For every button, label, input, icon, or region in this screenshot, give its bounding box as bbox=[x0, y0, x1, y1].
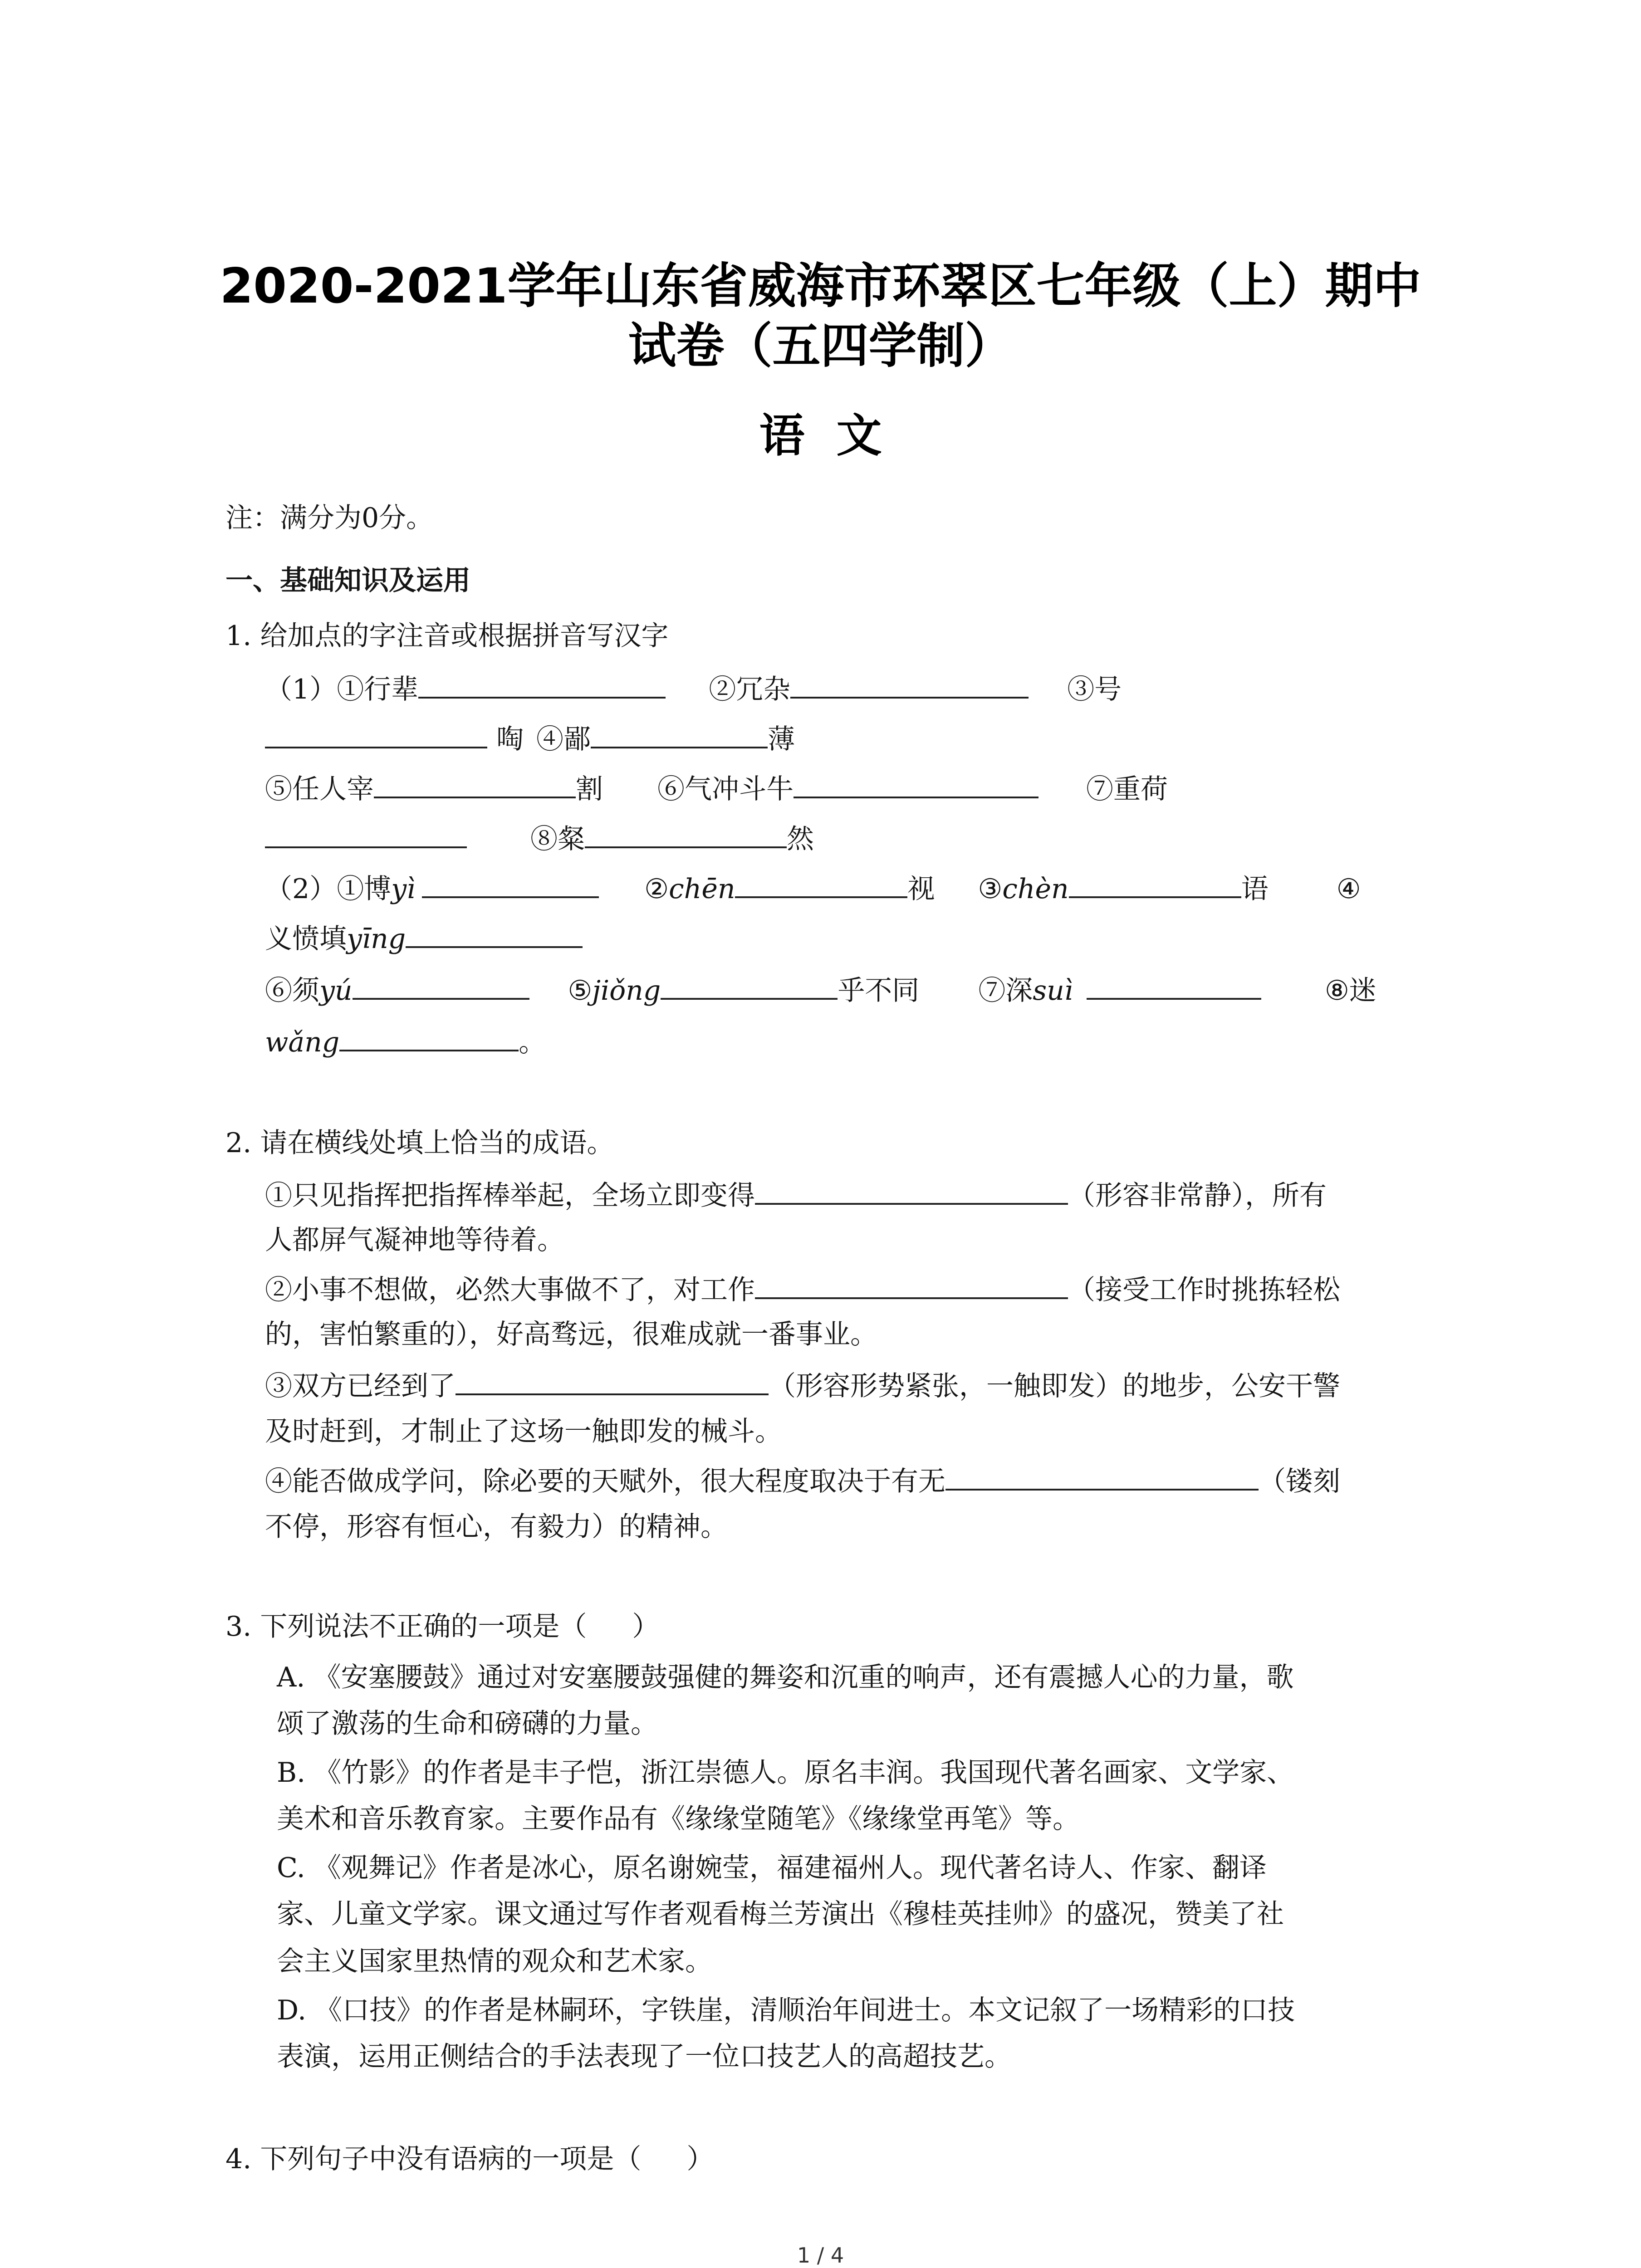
answer-blank[interactable] bbox=[585, 819, 787, 848]
item-text: ⑤ bbox=[568, 975, 593, 1007]
item-text: ⑦深 bbox=[978, 975, 1033, 1007]
item-text: ⑤任人宰 bbox=[265, 773, 374, 805]
item-text: ④鄙 bbox=[536, 723, 591, 755]
answer-blank[interactable] bbox=[755, 1270, 1068, 1299]
answer-blank[interactable] bbox=[1069, 869, 1241, 898]
q2-item3-line2: 及时赶到，才制止了这场一触即发的械斗。 bbox=[265, 1416, 782, 1447]
pinyin-text: chèn bbox=[1002, 873, 1069, 905]
answer-blank[interactable] bbox=[265, 819, 467, 848]
section-heading: 一、基础知识及运用 bbox=[225, 565, 470, 596]
q2-item1-line1 bbox=[265, 1176, 1327, 1214]
option-a-line1: A. 《安塞腰鼓》通过对安塞腰鼓强健的舞姿和沉重的响声，还有震撼人心的力量，歌 bbox=[277, 1662, 1294, 1693]
item-text: （接受工作时挑拣轻松 bbox=[1068, 1274, 1340, 1306]
item-text: 义愤填 bbox=[265, 923, 347, 955]
question-2-stem: 2. 请在横线处填上恰当的成语。 bbox=[225, 1127, 614, 1159]
item-text: （形容非常静），所有 bbox=[1068, 1180, 1327, 1212]
item-text: ①行辈 bbox=[337, 674, 419, 705]
q2-item4-line1 bbox=[265, 1461, 1340, 1500]
item-text: ② bbox=[644, 873, 669, 905]
answer-blank[interactable] bbox=[374, 769, 576, 798]
item-text: 乎不同 bbox=[838, 975, 920, 1007]
part-label: （1） bbox=[265, 674, 337, 705]
item-text: ②冗杂 bbox=[709, 674, 791, 705]
option-c-line3: 会主义国家里热情的观众和艺术家。 bbox=[277, 1945, 712, 1977]
item-text: ④能否做成学问，除必要的天赋外，很大程度取决于有无 bbox=[265, 1466, 945, 1497]
item-text: （形容形势紧张，一触即发）的地步，公安干警 bbox=[769, 1370, 1340, 1402]
q1-part1-line3 bbox=[265, 769, 1168, 807]
title-line-1: 2020-2021学年山东省威海市环翠区七年级（上）期中 bbox=[220, 258, 1421, 314]
item-text: ⑧粲 bbox=[530, 823, 585, 855]
answer-blank[interactable] bbox=[456, 1366, 769, 1395]
q2-item1-line2: 人都屏气凝神地等待着。 bbox=[265, 1224, 564, 1256]
pinyin-text: yú bbox=[319, 975, 353, 1007]
part-label: （2） bbox=[265, 873, 337, 905]
answer-blank[interactable] bbox=[1087, 971, 1261, 1000]
answer-blank[interactable] bbox=[406, 919, 583, 948]
item-text: ⑥气冲斗牛 bbox=[657, 773, 794, 805]
answer-blank[interactable] bbox=[790, 670, 1029, 699]
page-number: 1 / 4 bbox=[797, 2243, 844, 2268]
q2-item2-line2: 的，害怕繁重的），好高骛远，很难成就一番事业。 bbox=[265, 1319, 877, 1350]
answer-blank[interactable] bbox=[591, 719, 768, 748]
q1-part1-line2 bbox=[265, 719, 795, 758]
q2-item2-line1 bbox=[265, 1270, 1340, 1308]
pinyin-text: chēn bbox=[669, 873, 735, 905]
option-d-line1: D. 《口技》的作者是林嗣环，字铁崖，清顺治年间进士。本文记叙了一场精彩的口技 bbox=[277, 1994, 1295, 2026]
item-text: 视 bbox=[907, 873, 935, 905]
answer-blank[interactable] bbox=[755, 1176, 1068, 1205]
title-line-2: 试卷（五四学制） bbox=[628, 318, 1013, 374]
answer-blank[interactable] bbox=[339, 1022, 519, 1051]
q1-part2-line3 bbox=[265, 971, 1376, 1009]
pinyin-text: yīng bbox=[347, 923, 406, 955]
item-text: ③ bbox=[978, 873, 1003, 905]
pinyin-text: jiǒng bbox=[592, 975, 661, 1007]
option-c-line1: C. 《观舞记》作者是冰心，原名谢婉莹，福建福州人。现代著名诗人、作家、翻译 bbox=[277, 1852, 1267, 1884]
question-1-stem: 1. 给加点的字注音或根据拼音写汉字 bbox=[225, 620, 669, 652]
q1-part2-line2 bbox=[265, 919, 583, 957]
q2-item3-line1 bbox=[265, 1366, 1340, 1404]
item-text: 。 bbox=[519, 1026, 546, 1058]
question-4-stem bbox=[225, 2141, 714, 2177]
item-text: ⑧迷 bbox=[1324, 975, 1376, 1007]
q1-part2-line4 bbox=[265, 1022, 546, 1061]
answer-blank[interactable] bbox=[418, 670, 666, 699]
answer-blank[interactable] bbox=[945, 1461, 1259, 1491]
pinyin-text: wǎng bbox=[265, 1026, 340, 1058]
q1-part1-line4 bbox=[265, 819, 814, 857]
answer-blank[interactable] bbox=[422, 869, 599, 898]
pinyin-text: yì bbox=[391, 873, 416, 905]
item-text: 然 bbox=[787, 823, 814, 855]
subject-heading: 语文 bbox=[759, 409, 914, 462]
question-3-stem bbox=[225, 1608, 659, 1645]
item-text: （镂刻 bbox=[1259, 1466, 1340, 1497]
stem-text: ） bbox=[632, 1611, 660, 1642]
stem-text: 4. 下列句子中没有语病的一项是（ bbox=[225, 2143, 642, 2175]
answer-blank[interactable] bbox=[265, 719, 487, 748]
item-text: ⑦重荷 bbox=[1086, 773, 1168, 805]
option-c-line2: 家、儿童文学家。课文通过写作者观看梅兰芳演出《穆桂英挂帅》的盛况，赞美了社 bbox=[277, 1898, 1284, 1930]
option-b-line2: 美术和音乐教育家。主要作品有《缘缘堂随笔》《缘缘堂再笔》等。 bbox=[277, 1803, 1080, 1835]
pinyin-text: suì bbox=[1033, 975, 1073, 1007]
q1-part1-line1 bbox=[265, 670, 1122, 708]
score-note: 注：满分为0分。 bbox=[225, 502, 434, 534]
answer-blank[interactable] bbox=[353, 971, 529, 1000]
stem-text: 3. 下列说法不正确的一项是（ bbox=[225, 1611, 587, 1642]
q2-item4-line2: 不停，形容有恒心，有毅力）的精神。 bbox=[265, 1511, 728, 1543]
item-text: ②小事不想做，必然大事做不了，对工作 bbox=[265, 1274, 755, 1306]
item-text: 薄 bbox=[768, 723, 795, 755]
stem-text: ） bbox=[686, 2143, 714, 2175]
item-text: 割 bbox=[576, 773, 603, 805]
answer-blank[interactable] bbox=[661, 971, 838, 1000]
item-text: 语 bbox=[1241, 873, 1269, 905]
option-d-line2: 表演，运用正侧结合的手法表现了一位口技艺人的高超技艺。 bbox=[277, 2041, 1012, 2072]
answer-blank[interactable] bbox=[735, 869, 907, 898]
item-text: ④ bbox=[1336, 873, 1361, 905]
item-text: ①只见指挥把指挥棒举起，全场立即变得 bbox=[265, 1180, 755, 1212]
answer-blank[interactable] bbox=[794, 769, 1038, 798]
item-text: 啕 bbox=[496, 723, 524, 755]
option-b-line1: B. 《竹影》的作者是丰子恺，浙江崇德人。原名丰润。我国现代著名画家、文学家、 bbox=[277, 1757, 1294, 1789]
item-text: ⑥须 bbox=[265, 975, 319, 1007]
q1-part2-line1 bbox=[265, 869, 1361, 907]
option-a-line2: 颂了激荡的生命和磅礴的力量。 bbox=[277, 1708, 658, 1740]
item-text: ③号 bbox=[1067, 674, 1122, 705]
item-text: ①博 bbox=[337, 873, 392, 905]
item-text: ③双方已经到了 bbox=[265, 1370, 456, 1402]
